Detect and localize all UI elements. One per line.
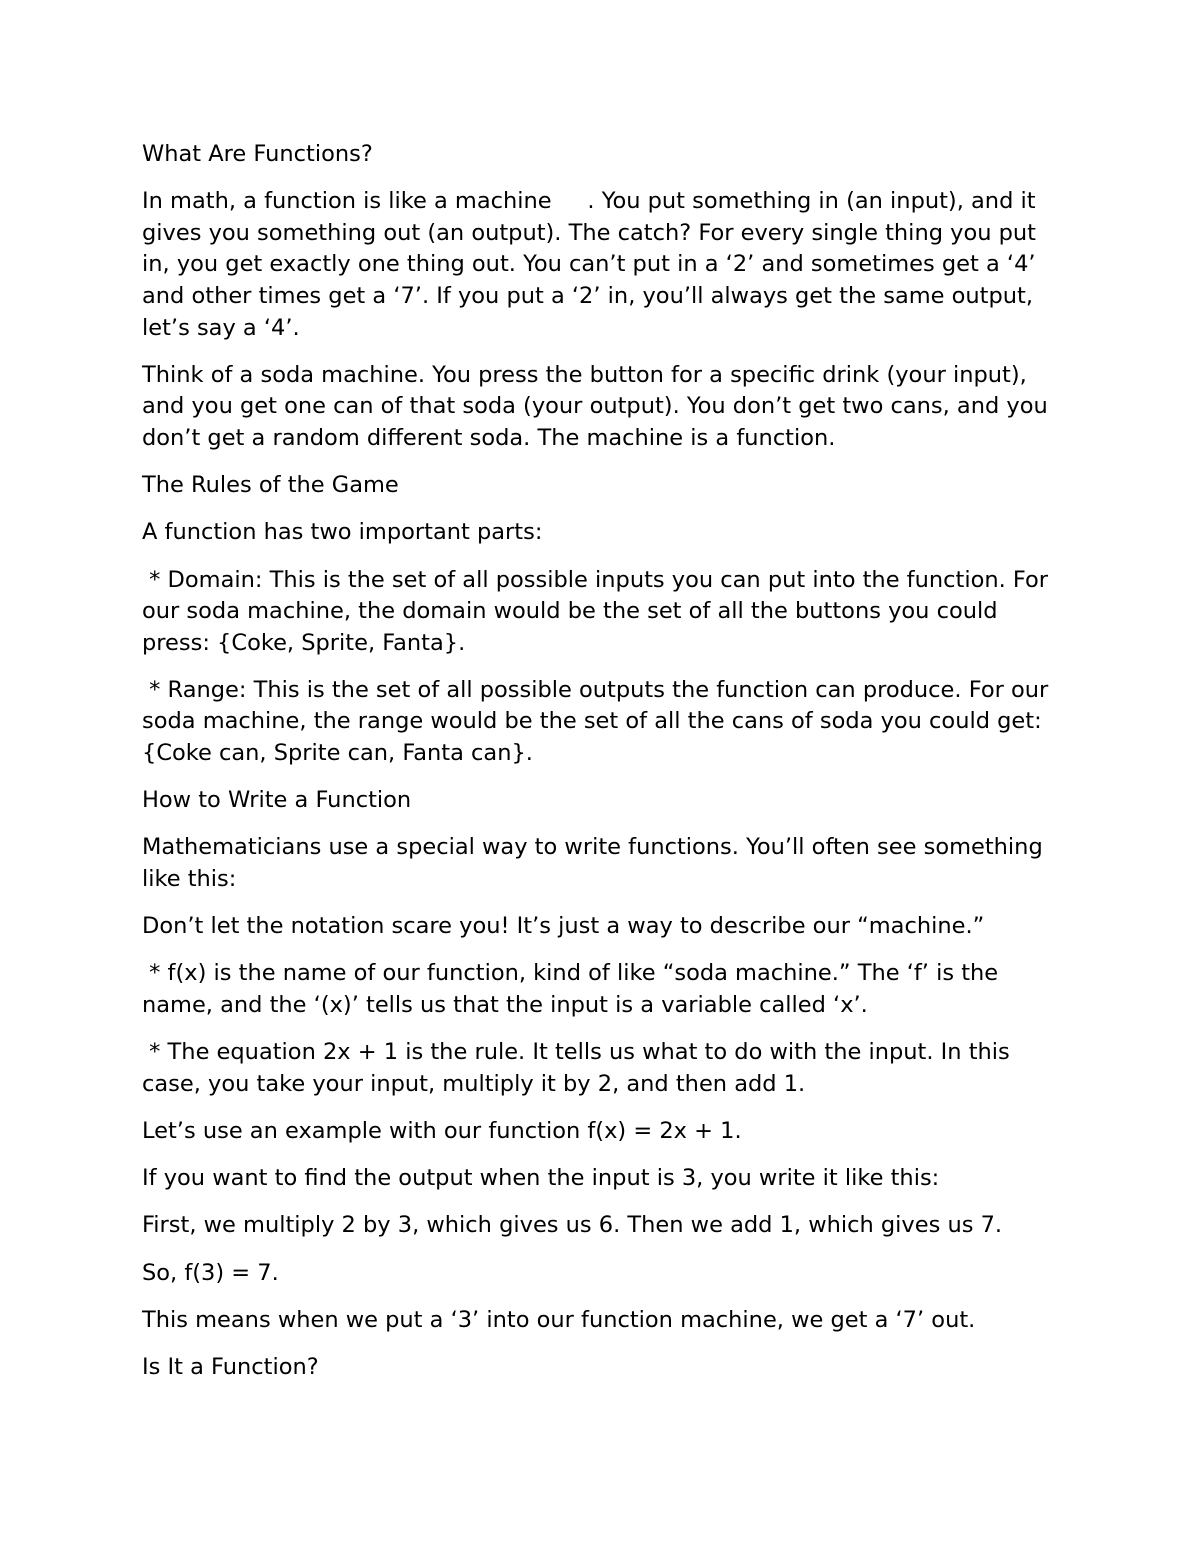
paragraph-notation-scare: Don’t let the notation scare you! It’s just a way to describe our “machine.” xyxy=(142,913,985,940)
paragraph-meaning: This means when we put a ‘3’ into our function machine, we get a ‘7’ out. xyxy=(142,1306,976,1333)
list-item-equation-rule: * The equation 2x + 1 is the rule. It tells us what to do with the input. In this case, you take your input, multiply it by 2, and then add 1. xyxy=(142,1039,1017,1097)
list-item-fx-name: * f(x) is the name of our function, kind of like “soda machine.” The ‘f’ is the name, and the ‘(x)’ tells us that the input is a variable called ‘x’. xyxy=(142,960,1006,1018)
paragraph-multiply-steps: First, we multiply 2 by 3, which gives us 6. Then we add 1, which gives us 7. xyxy=(142,1212,1003,1239)
paragraph-notation-intro: Mathematicians use a special way to write functions. You’ll often see something like this: xyxy=(142,834,1043,893)
paragraph-result: So, f(3) = 7. xyxy=(142,1259,279,1286)
paragraph-example: Let’s use an example with our function f(x) = 2x + 1. xyxy=(142,1117,742,1144)
heading-rules-of-the-game: The Rules of the Game xyxy=(142,472,399,499)
heading-what-are-functions: What Are Functions? xyxy=(142,141,373,167)
paragraph-input-three: If you want to find the output when the input is 3, you write it like this: xyxy=(142,1165,940,1192)
document-body xyxy=(142,139,1062,1399)
heading-how-to-write: How to Write a Function xyxy=(142,787,412,814)
list-item-range: * Range: This is the set of all possible outputs the function can produce. For our soda machine, the range would be the set of all the cans of soda you could get: {Coke can, Sprite can, Fanta can}. xyxy=(142,676,1056,767)
paragraph-machine-intro: In math, a function is like a machine . You put something in (an input), and it gives you something out (an output). The catch? For every single thing you put in, you get exactly one thing out. You can’t put in a ‘2’ and sometimes get a ‘4’ and other times get a ‘7’. If you put a ‘2’ in, you’ll always get the same output, let’s say a ‘4’. xyxy=(142,188,1044,341)
paragraph-two-parts: A function has two important parts: xyxy=(142,519,543,546)
list-item-domain: * Domain: This is the set of all possible inputs you can put into the function. For our soda machine, the domain would be the set of all the buttons you could press: {Coke, Sprite, Fanta}. xyxy=(142,566,1056,656)
paragraph-soda-machine: Think of a soda machine. You press the button for a specific drink (your input), and you get one can of that soda (your output). You don’t get two cans, and you don’t get a random different soda. The machine is a function. xyxy=(142,361,1048,451)
heading-is-it-a-function: Is It a Function? xyxy=(142,1353,319,1380)
